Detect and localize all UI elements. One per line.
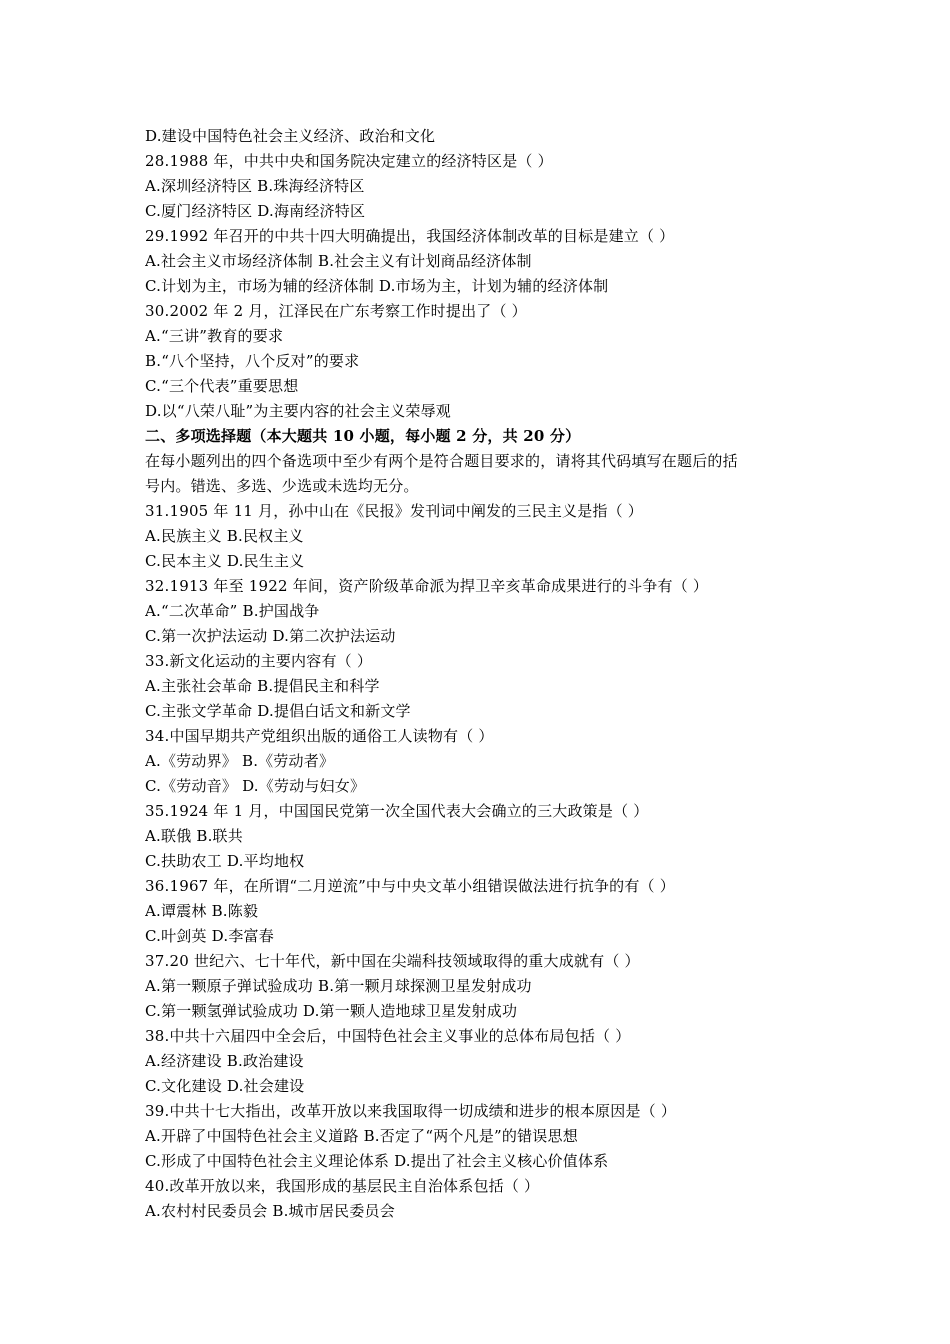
text-line: A.《劳动界》 B.《劳动者》	[145, 752, 335, 770]
text-line: A.“三讲”教育的要求	[145, 327, 284, 345]
text-line: A.谭震林 B.陈毅	[145, 902, 259, 920]
text-line: 号内。错选、多选、少选或未选均无分。	[145, 477, 419, 495]
text-line: C.厦门经济特区 D.海南经济特区	[145, 202, 366, 220]
text-line: A.“二次革命” B.护国战争	[145, 602, 320, 620]
text-line: A.民族主义 B.民权主义	[145, 527, 304, 545]
text-line: 在每小题列出的四个备选项中至少有两个是符合题目要求的，请将其代码填写在题后的括	[145, 452, 738, 470]
text-line: C.形成了中国特色社会主义理论体系 D.提出了社会主义核心价值体系	[145, 1152, 609, 1170]
text-line: A.联俄 B.联共	[145, 827, 243, 845]
section-heading: 二、多项选择题（本大题共 10 小题，每小题 2 分，共 20 分）	[145, 427, 581, 445]
text-line: A.第一颗原子弹试验成功 B.第一颗月球探测卫星发射成功	[145, 977, 532, 995]
text-line: 39.中共十七大指出，改革开放以来我国取得一切成绩和进步的根本原因是（ ）	[145, 1102, 677, 1120]
text-line: A.开辟了中国特色社会主义道路 B.否定了“两个凡是”的错误思想	[145, 1127, 578, 1145]
text-line: 40.改革开放以来，我国形成的基层民主自治体系包括（ ）	[145, 1177, 540, 1195]
text-line: C.叶剑英 D.李富春	[145, 927, 274, 945]
text-line: C.计划为主，市场为辅的经济体制 D.市场为主，计划为辅的经济体制	[145, 277, 609, 295]
text-line: C.扶助农工 D.平均地权	[145, 852, 305, 870]
text-line: 29.1992 年召开的中共十四大明确提出，我国经济体制改革的目标是建立（ ）	[145, 227, 675, 245]
text-line: 36.1967 年，在所谓“二月逆流”中与中央文革小组错误做法进行抗争的有（ ）	[145, 877, 675, 895]
text-line: C.第一颗氢弹试验成功 D.第一颗人造地球卫星发射成功	[145, 1002, 518, 1020]
text-line: A.深圳经济特区 B.珠海经济特区	[145, 177, 365, 195]
text-line: D.以“八荣八耻”为主要内容的社会主义荣辱观	[145, 402, 451, 420]
text-line: 30.2002 年 2 月，江泽民在广东考察工作时提出了（ ）	[145, 302, 527, 320]
text-line: 32.1913 年至 1922 年间，资产阶级革命派为捍卫辛亥革命成果进行的斗争有（ ）	[145, 577, 709, 595]
text-line: D.建设中国特色社会主义经济、政治和文化	[145, 127, 436, 145]
text-line: 34.中国早期共产党组织出版的通俗工人读物有（ ）	[145, 727, 494, 745]
text-line: 38.中共十六届四中全会后，中国特色社会主义事业的总体布局包括（ ）	[145, 1027, 631, 1045]
text-line: B.“八个坚持，八个反对”的要求	[145, 352, 360, 370]
text-line: 33.新文化运动的主要内容有（ ）	[145, 652, 373, 670]
document-body	[145, 124, 815, 1224]
text-line: C.民本主义 D.民生主义	[145, 552, 305, 570]
text-line: C.第一次护法运动 D.第二次护法运动	[145, 627, 396, 645]
text-line: C.《劳动音》 D.《劳动与妇女》	[145, 777, 366, 795]
text-line: 31.1905 年 11 月，孙中山在《民报》发刊词中阐发的三民主义是指（ ）	[145, 502, 643, 520]
text-line: C.主张文学革命 D.提倡白话文和新文学	[145, 702, 411, 720]
text-line: A.农村村民委员会 B.城市居民委员会	[145, 1202, 395, 1220]
text-line: A.主张社会革命 B.提倡民主和科学	[145, 677, 380, 695]
text-line: A.经济建设 B.政治建设	[145, 1052, 304, 1070]
text-line: 37.20 世纪六、七十年代，新中国在尖端科技领域取得的重大成就有（ ）	[145, 952, 640, 970]
text-line: A.社会主义市场经济体制 B.社会主义有计划商品经济体制	[145, 252, 532, 270]
text-line: 35.1924 年 1 月，中国国民党第一次全国代表大会确立的三大政策是（ ）	[145, 802, 649, 820]
text-line: 28.1988 年，中共中央和国务院决定建立的经济特区是（ ）	[145, 152, 553, 170]
text-line: C.文化建设 D.社会建设	[145, 1077, 305, 1095]
text-line: C.“三个代表”重要思想	[145, 377, 299, 395]
